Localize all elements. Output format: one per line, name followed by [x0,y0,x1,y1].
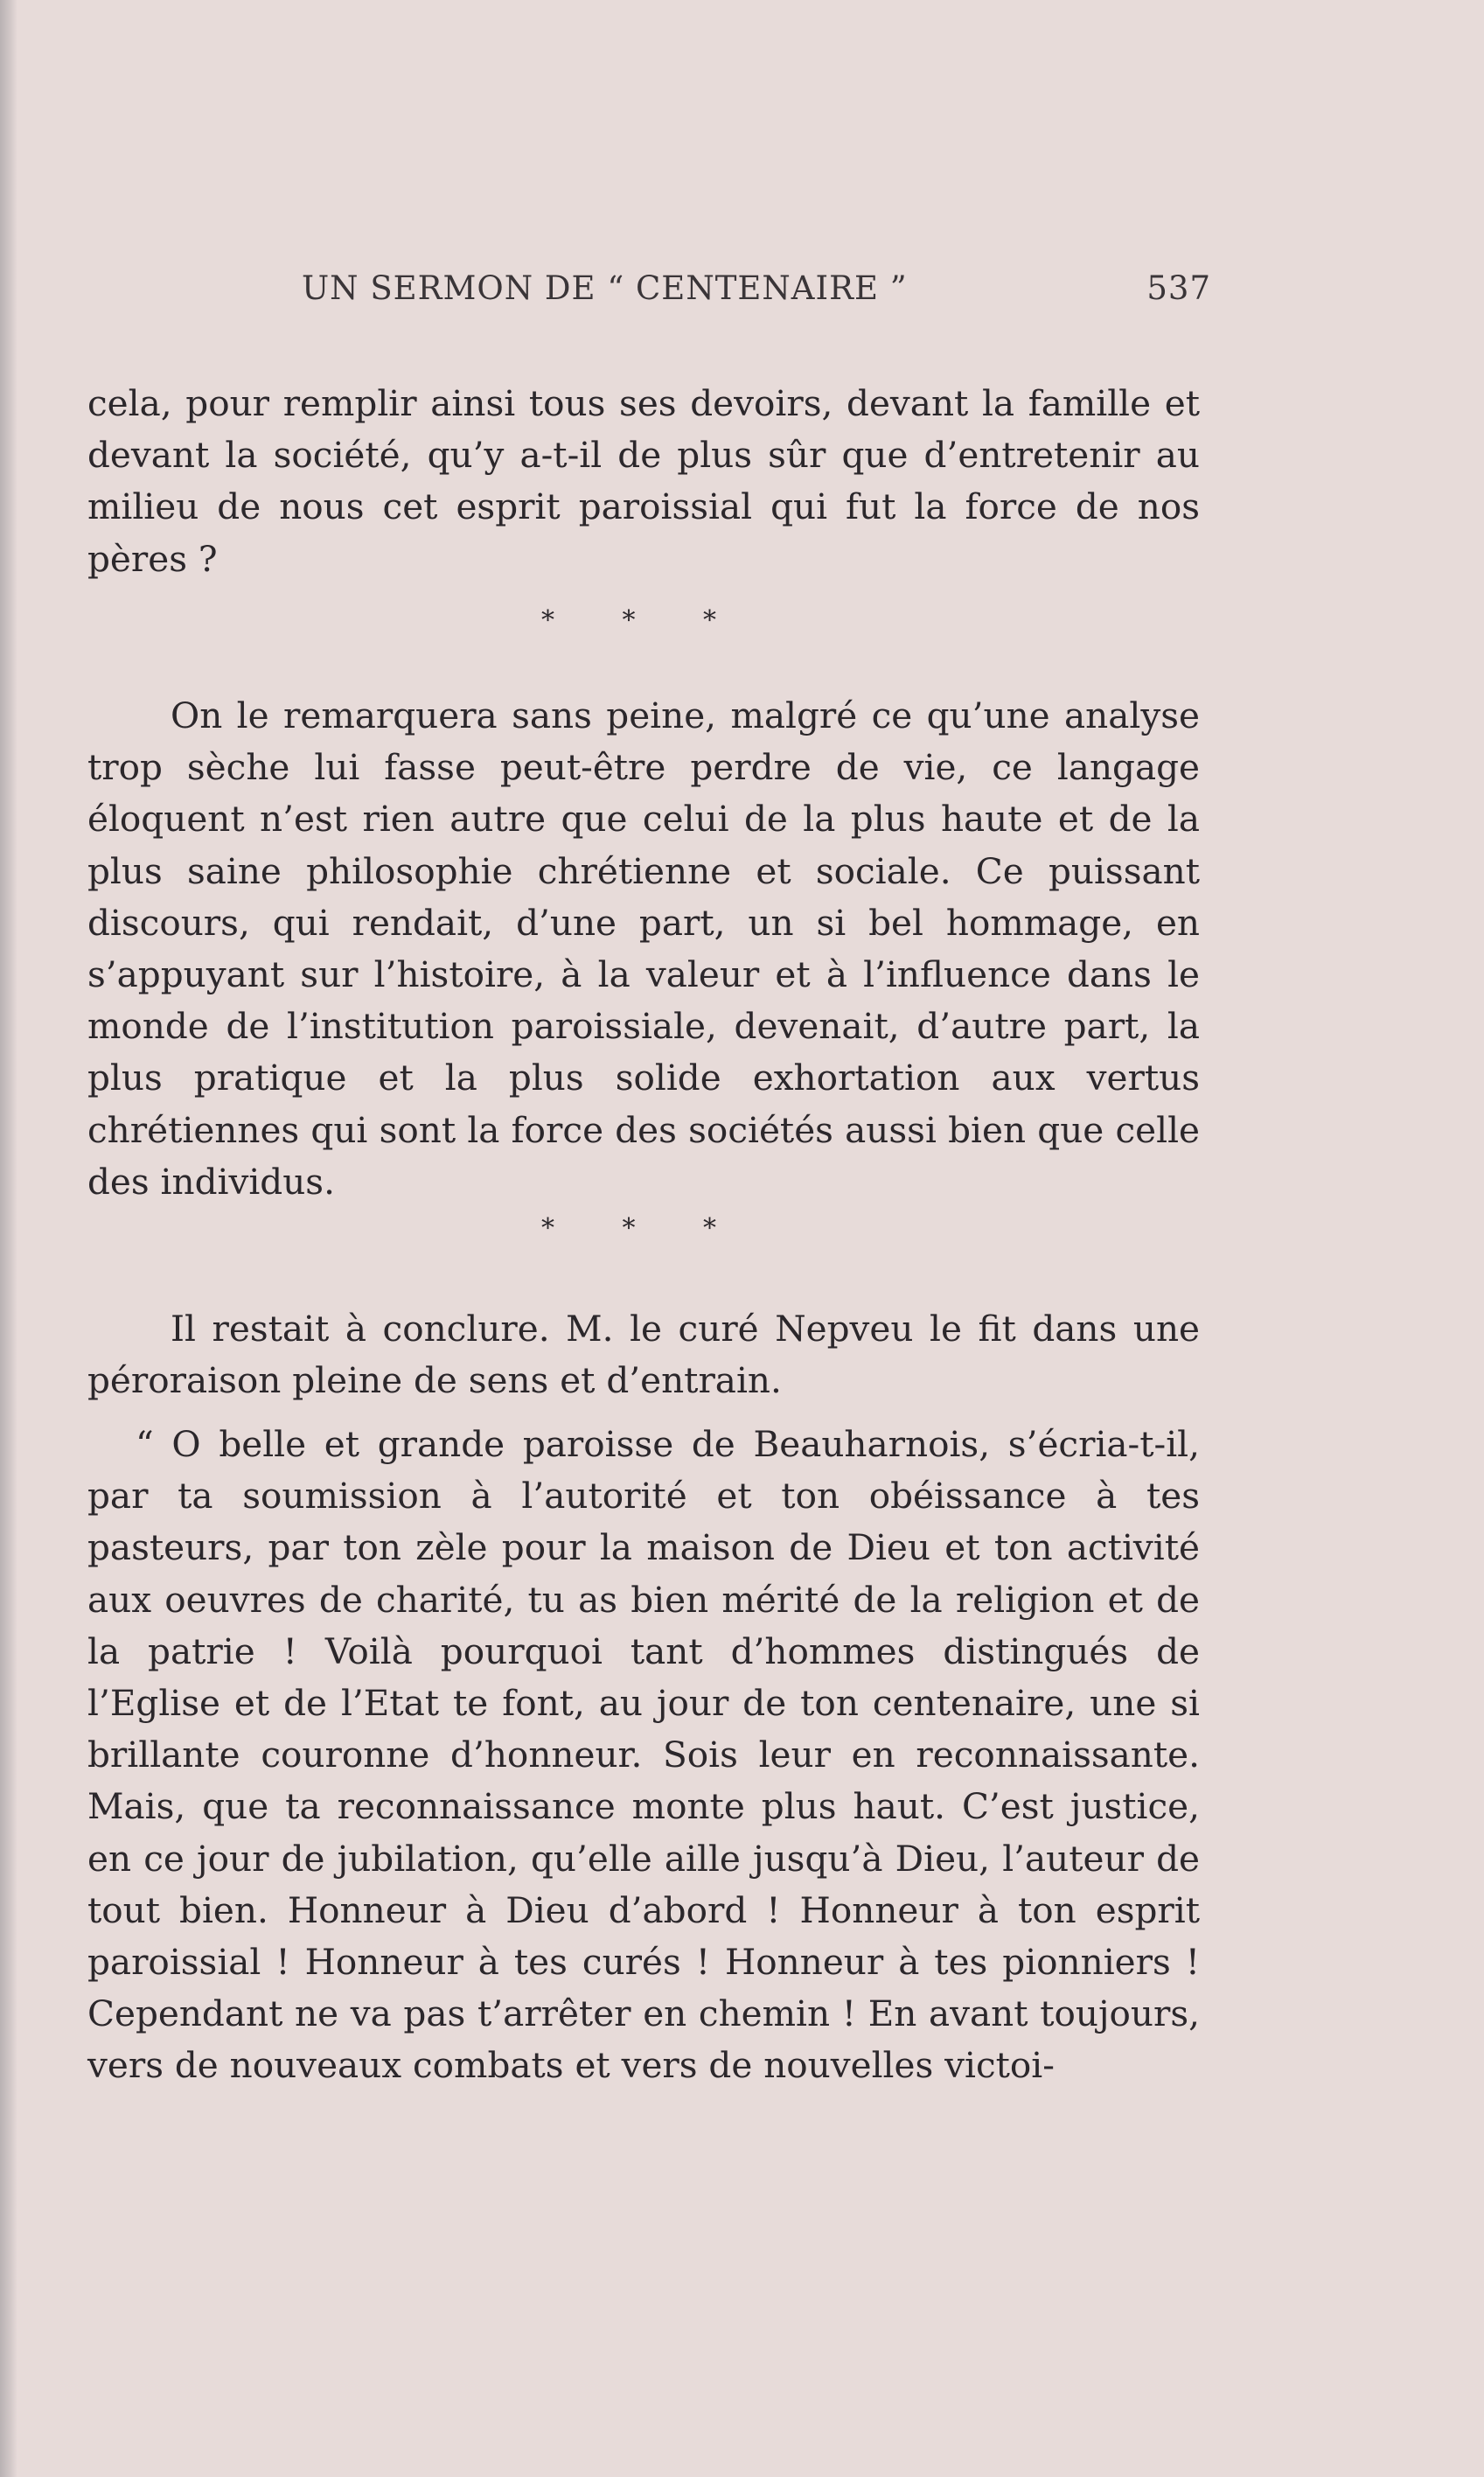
section-separator: * * * [540,1213,747,1244]
paragraph-quote [87,1419,1200,2092]
paragraph-conclusion [87,1303,1200,1406]
paragraph-text: Il restait à conclure. M. le curé Nepveu le fit dans une péroraison pleine de sens et d’entrain. [87,1308,1200,1402]
page-number: 537 [1146,269,1211,307]
paragraph-text: “ O belle et grande paroisse de Beauharnois, s’écria-t-il, par ta soumission à l’autorité et ton obéissance à tes pasteurs, par ton zèle pour la maison de Dieu et ton activité aux oeuvres de charité, tu as bien mérité de la religion et de la patrie ! Voilà pourquoi tant d’hommes distingués de l’Eglise et de l’Etat te font, au jour de ton centenaire, une si brillante couronne d’honneur. Sois leur en reconnaissante. Mais, que ta reconnaissance monte plus haut. C’est justice, en ce jour de jubilation, qu’elle aille jusqu’à Dieu, l’auteur de tout bien. Honneur à Dieu d’abord ! Honneur à ton esprit paroissial ! Honneur à tes curés ! Honneur à tes pionniers ! Cependant ne va pas t’arrêter en chemin ! En avant toujours, vers de nouveaux combats et vers de nouvelles victoi- [87,1423,1200,2087]
paragraph-text: On le remarquera sans peine, malgré ce qu’une analyse trop sèche lui fasse peut-être perdre de vie, ce langage éloquent n’est rien autre que celui de la plus haute et de la plus saine philosophie chrétienne et sociale. Ce puissant discours, qui rendait, d’une part, un si bel hommage, en s’appuyant sur l’histoire, à la valeur et à l’influence dans le monde de l’institution paroissiale, devenait, d’autre part, la plus pratique et la plus solide exhortation aux vertus chrétiennes qui sont la force des sociétés aussi bien que celle des individus. [87,694,1200,1203]
paragraph-text: cela, pour remplir ainsi tous ses devoirs, devant la famille et devant la société, qu’y a-t-il de plus sûr que d’entretenir au milieu de nous cet esprit paroissial qui fut la force de nos pères ? [87,382,1200,580]
paragraph-analysis [87,690,1200,1208]
running-head-title: UN SERMON DE “ CENTENAIRE ” [302,269,908,307]
paragraph-continuation [87,378,1200,585]
section-separator: * * * [540,605,747,636]
